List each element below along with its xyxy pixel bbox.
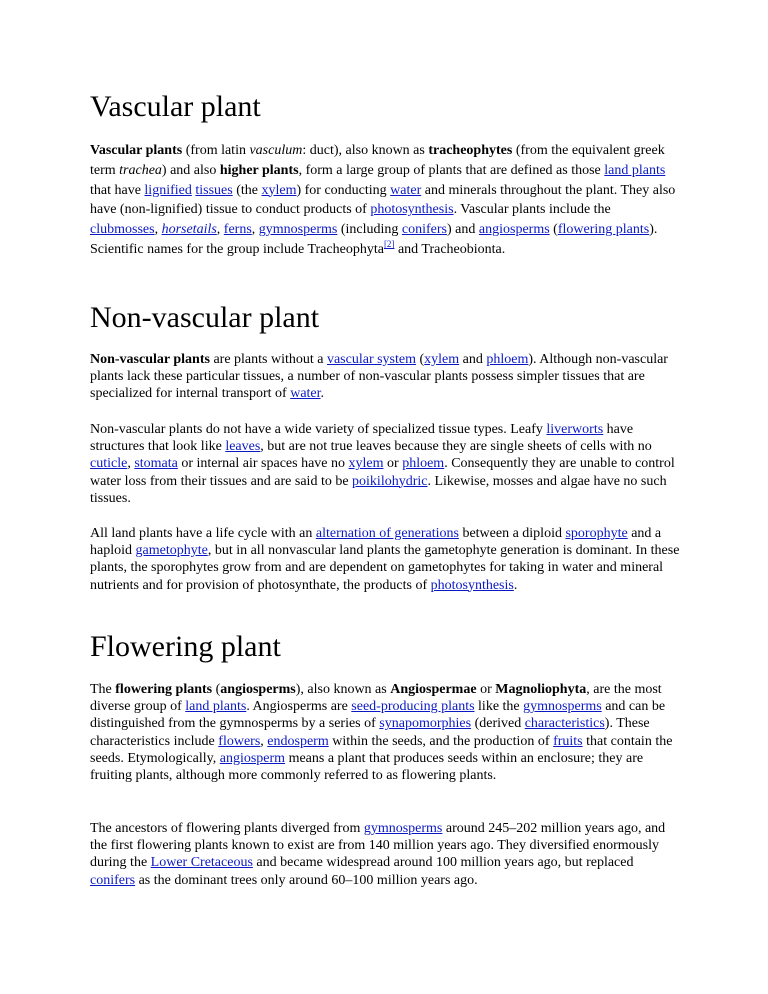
text: . Angiosperms are [246, 699, 352, 715]
text: The ancestors of flowering plants diverged from [90, 821, 364, 836]
link-ferns[interactable]: ferns [223, 222, 252, 238]
text: ) for conducting [296, 182, 391, 198]
link-liverworts[interactable]: liverworts [546, 422, 604, 437]
link-flowers[interactable]: flowers [218, 733, 261, 749]
term-angiosperms: angiosperms [220, 682, 296, 697]
text: and a haploid [90, 526, 662, 559]
link-xylem[interactable]: xylem [424, 352, 460, 367]
link-phloem[interactable]: phloem [402, 456, 445, 472]
text: and Tracheobionta. [394, 241, 506, 257]
text: , form a large group of plants that are defined as those [298, 162, 605, 178]
text: have structures that look like [90, 422, 634, 455]
text: that have [90, 182, 145, 198]
text: All land plants have a life cycle with an [90, 526, 316, 541]
flowering-paragraph-2 [90, 820, 680, 889]
heading-flowering-plant: Flowering plant [90, 630, 281, 663]
link-horsetails[interactable] [162, 222, 217, 237]
text: ( [212, 682, 221, 697]
text: ). Although non-vascular plants lack these particular tissues, a number of non-vascular plants possess simpler tissues that are specialized for internal transport of [90, 352, 668, 402]
link-angiosperms[interactable]: angiosperms [478, 222, 550, 238]
link-gametophyte[interactable]: gametophyte [135, 543, 208, 559]
text: : duct), also known as [302, 143, 429, 158]
link-clubmosses[interactable]: clubmosses [90, 222, 155, 238]
term-vascular-plants: Vascular plants [90, 143, 183, 158]
link-photosynthesis[interactable]: photosynthesis [370, 202, 454, 218]
text: . Likewise, mosses and algae have no such tissues. [90, 473, 667, 506]
link-phloem[interactable]: phloem [486, 352, 529, 367]
text: or [383, 456, 403, 472]
text: , [251, 222, 259, 238]
link-photosynthesis[interactable]: photosynthesis [430, 577, 514, 593]
link-endosperm[interactable]: endosperm [267, 733, 329, 749]
text: . Consequently they are unable to control water loss from their tissues and are said to be [90, 456, 675, 489]
text: (including [337, 222, 402, 238]
text: , [127, 456, 135, 472]
text: ). These characteristics include [90, 716, 650, 749]
link-flowering-plants[interactable]: flowering plants [557, 222, 650, 238]
text: between a diploid [458, 526, 566, 541]
link-tissues[interactable]: tissues [195, 182, 233, 198]
link-conifers[interactable]: conifers [90, 872, 136, 888]
text: ) and [447, 222, 479, 238]
text: within the seeds, and the production of [328, 733, 554, 749]
text: or internal air spaces have no [177, 456, 349, 472]
text: (derived [471, 716, 525, 732]
link-lower-cretaceous[interactable]: Lower Cretaceous [150, 855, 253, 871]
link-poikilohydric[interactable]: poikilohydric [352, 473, 428, 489]
term-vasculum: vasculum [249, 143, 303, 158]
link-seed-producing-plants[interactable]: seed-producing plants [351, 699, 475, 715]
link-land-plants[interactable]: land plants [185, 699, 247, 715]
heading-non-vascular-plant: Non-vascular plant [90, 301, 320, 334]
text: and minerals throughout the plant. They also have (non-lignified) tissue to conduct products of [90, 182, 676, 218]
text: . [513, 577, 518, 593]
nonvascular-paragraph-1 [90, 351, 680, 403]
nonvascular-paragraph-2 [90, 421, 680, 507]
term-non-vascular-plants: Non-vascular plants [90, 352, 210, 367]
link-gymnosperms[interactable]: gymnosperms [523, 699, 602, 715]
link-lignified[interactable]: lignified [144, 182, 192, 198]
text: around 245–202 million years ago, and the first flowering plants known to exist are from 140 million years ago. They diversified enormously during the [90, 821, 666, 871]
text: and can be distinguished from the gymnosperms by a series of [90, 699, 666, 732]
link-water[interactable]: water [390, 182, 422, 198]
text: and became widespread around 100 million years ago, but replaced [252, 855, 634, 871]
text: , [216, 222, 224, 238]
text: and [459, 352, 487, 367]
link-water[interactable]: water [290, 386, 321, 402]
flowering-paragraph-1 [90, 681, 680, 784]
link-vascular-system[interactable]: vascular system [326, 352, 416, 367]
text: , but are not true leaves because they are single sheets of cells with no [260, 439, 652, 455]
link-characteristics[interactable]: characteristics [524, 716, 605, 732]
text: , [260, 733, 268, 749]
text: are plants without a [209, 352, 327, 367]
text: as the dominant trees only around 60–100 million years ago. [135, 872, 478, 888]
text: (the [232, 182, 262, 198]
vascular-paragraph-1 [90, 141, 680, 260]
link-leaves[interactable]: leaves [225, 439, 261, 455]
text: (from the equivalent greek term [90, 143, 665, 178]
term-magnoliophyta: Magnoliophyta [495, 682, 587, 697]
text: means a plant that produces seeds within an enclosure; they are fruiting plants, although more commonly referred to as flowering plants. [90, 750, 644, 784]
text: or [476, 682, 496, 697]
term-angiospermae: Angiospermae [390, 682, 477, 697]
link-conifers[interactable]: conifers [401, 222, 447, 238]
text: . [320, 386, 325, 402]
text: Non-vascular plants do not have a wide variety of specialized tissue types. Leafy [90, 422, 547, 437]
link-cuticle[interactable]: cuticle [90, 456, 128, 472]
term-trachea: trachea [119, 162, 162, 178]
link-fruits[interactable]: fruits [553, 733, 583, 749]
text: ). Scientific names for the group include Tracheophyta [90, 222, 658, 257]
text: , [154, 222, 162, 238]
text: ), also known as [295, 682, 391, 697]
text: ) and also [161, 162, 220, 178]
text: like the [474, 699, 524, 715]
text: (from latin [182, 143, 250, 158]
link-synapomorphies[interactable]: synapomorphies [379, 716, 472, 732]
link-horsetails-text: horsetails [161, 222, 217, 238]
heading-vascular-plant: Vascular plant [90, 90, 261, 123]
term-flowering-plants: flowering plants [115, 682, 213, 697]
link-angiosperm[interactable]: angiosperm [219, 750, 286, 766]
link-xylem[interactable]: xylem [261, 182, 297, 198]
text: ( [416, 352, 425, 367]
text: ( [549, 222, 558, 238]
text: The [90, 682, 116, 697]
term-tracheophytes: tracheophytes [428, 143, 513, 158]
link-land-plants[interactable]: land plants [604, 162, 666, 178]
link-gymnosperms[interactable]: gymnosperms [363, 821, 443, 836]
link-gymnosperms[interactable]: gymnosperms [258, 222, 338, 238]
text: , are the most diverse group of [90, 682, 662, 715]
text: , but in all nonvascular land plants the gametophyte generation is dominant. In these plants, the sporophytes grow from and are dependent on gametophytes for taking in water and mineral nutrients and for provision of photosynthate, the products of [90, 543, 680, 593]
term-higher-plants: higher plants [219, 162, 299, 178]
text: . Vascular plants include the [453, 202, 611, 218]
link-sporophyte[interactable]: sporophyte [565, 526, 628, 541]
link-alternation-of-generations[interactable]: alternation of generations [315, 526, 459, 541]
link-xylem[interactable]: xylem [348, 456, 384, 472]
citation-link-2[interactable]: [2] [383, 238, 395, 249]
nonvascular-paragraph-3 [90, 525, 680, 594]
text: that contain the seeds. Etymologically, [90, 733, 673, 766]
link-stomata[interactable]: stomata [134, 456, 178, 472]
